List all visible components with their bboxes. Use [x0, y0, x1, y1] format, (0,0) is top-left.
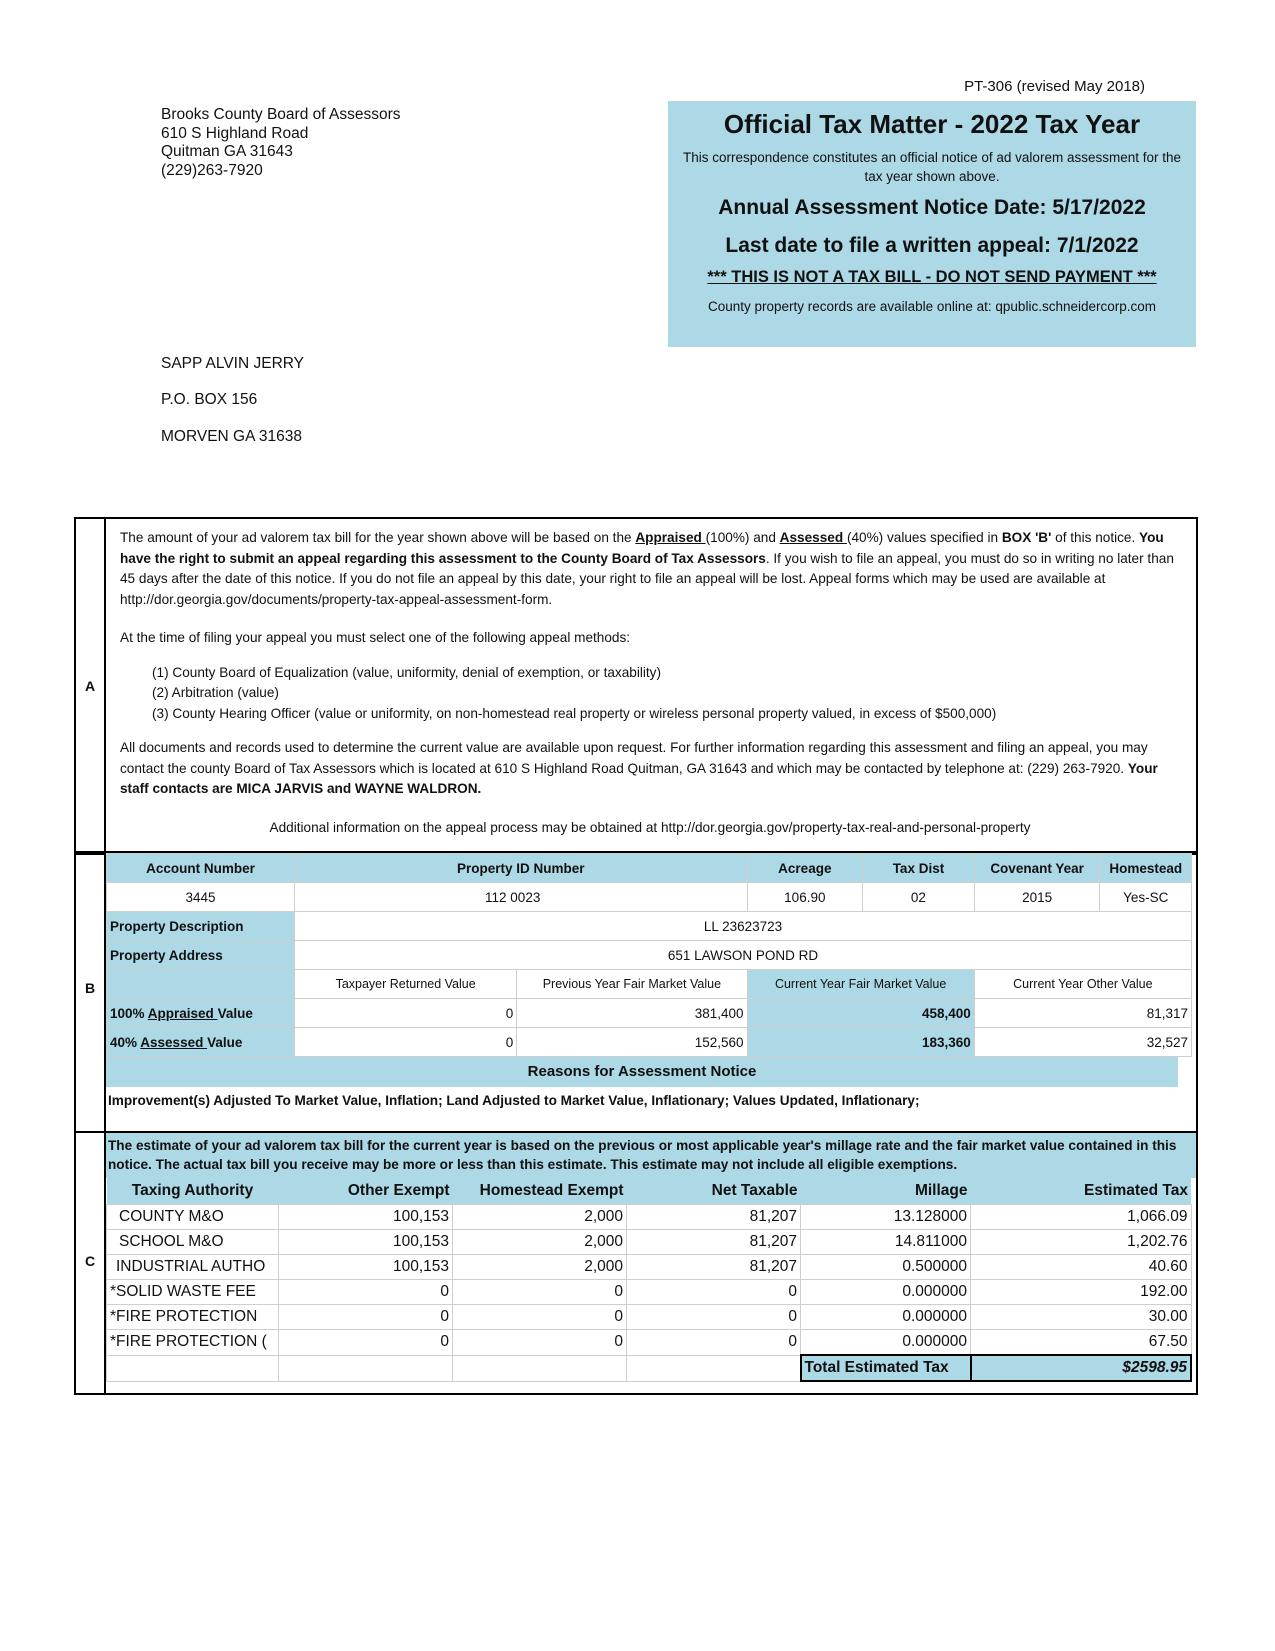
authority: *FIRE PROTECTION ( — [107, 1330, 279, 1356]
assessor-phone: (229)263-7920 — [161, 161, 263, 179]
text-span: Value — [207, 1034, 243, 1050]
taxpayer-value-header: Taxpayer Returned Value — [295, 970, 517, 999]
net-taxable: 0 — [627, 1305, 801, 1330]
assessor-address-block — [161, 106, 401, 180]
other-exempt: 100,153 — [279, 1205, 453, 1230]
acreage-header: Acreage — [747, 854, 863, 883]
homestead-exempt: 2,000 — [453, 1205, 627, 1230]
tax-row — [107, 1280, 1192, 1305]
section-a — [74, 517, 1198, 855]
tax-row — [107, 1205, 1192, 1230]
acreage: 106.90 — [747, 883, 863, 912]
property-table — [106, 853, 1192, 1057]
assessed-term: Assessed — [779, 530, 847, 545]
other-exempt: 100,153 — [279, 1255, 453, 1280]
other-exempt: 0 — [279, 1330, 453, 1356]
property-grid — [106, 853, 1196, 1131]
assessed-underline: Assessed — [140, 1034, 208, 1050]
estimated-tax: 40.60 — [971, 1255, 1192, 1280]
authority: INDUSTRIAL AUTHO — [107, 1255, 279, 1280]
other-exempt: 0 — [279, 1305, 453, 1330]
tax-estimate-table — [106, 1178, 1192, 1382]
text-span: The amount of your ad valorem tax bill for the year shown above will be based on the — [120, 530, 636, 545]
total-row — [107, 1355, 1192, 1381]
section-b — [74, 851, 1198, 1133]
estimated-tax: 192.00 — [971, 1280, 1192, 1305]
tax-row — [107, 1305, 1192, 1330]
homestead-exempt: 2,000 — [453, 1255, 627, 1280]
section-c-letter: C — [76, 1133, 106, 1393]
value-header-row — [107, 970, 1192, 999]
assessed-label — [107, 1028, 295, 1057]
appraised-row — [107, 999, 1192, 1028]
previous-value-header: Previous Year Fair Market Value — [517, 970, 747, 999]
estimated-tax: 1,066.09 — [971, 1205, 1192, 1230]
section-a-letter: A — [76, 519, 106, 853]
appraised-previous: 381,400 — [517, 999, 747, 1028]
tax-header-row — [107, 1178, 1192, 1205]
tax-row — [107, 1255, 1192, 1280]
appraised-other: 81,317 — [974, 999, 1191, 1028]
estimated-tax: 1,202.76 — [971, 1230, 1192, 1255]
property-header-row — [107, 854, 1192, 883]
appraised-term: Appraised — [635, 530, 706, 545]
authority: SCHOOL M&O — [107, 1230, 279, 1255]
appraised-underline: Appraised — [147, 1005, 218, 1021]
property-values-row — [107, 883, 1192, 912]
property-id-header: Property ID Number — [295, 854, 747, 883]
online-records-note: County property records are available online at: qpublic.schneidercorp.com — [708, 299, 1156, 314]
taxpayer-address1: P.O. BOX 156 — [161, 391, 258, 408]
text-span: . If you wish to file an appeal, you must do so in writing no later than 45 days after the date of this notice. If you do not file an appeal by this date, your right to file an appeal will be lost. Appeal forms which may be used are available at http://dor.georgia.gov/documents/property-tax-appeal-assessment-form. — [120, 550, 1174, 607]
assessed-current: 183,360 — [747, 1028, 974, 1057]
description-row — [107, 912, 1192, 941]
homestead-exempt: 2,000 — [453, 1230, 627, 1255]
taxpayer-name: SAPP ALVIN JERRY — [161, 355, 305, 372]
text-span: Value — [217, 1005, 253, 1021]
homestead-header: Homestead — [1100, 854, 1192, 883]
appraised-taxpayer: 0 — [295, 999, 517, 1028]
empty-cell — [279, 1355, 453, 1381]
total-label: Total Estimated Tax — [801, 1355, 971, 1381]
appeal-deadline: Last date to file a written appeal: 7/1/2022 — [725, 234, 1139, 257]
description-label: Property Description — [107, 912, 295, 941]
text-span: 100% — [110, 1005, 148, 1021]
notice-date: Annual Assessment Notice Date: 5/17/2022 — [718, 196, 1146, 219]
estimate-note: The estimate of your ad valorem tax bill for the current year is based on the previous or most applicable year's millage rate and the fair market value contained in this notice. The actual tax bill you receive may be more or less than this estimate. This estimate may not include all eligible exemptions. — [106, 1133, 1196, 1178]
assessor-address1: 610 S Highland Road — [161, 124, 309, 142]
text-span: 40% — [110, 1034, 141, 1050]
reasons-text: Improvement(s) Adjusted To Market Value, Inflation; Land Adjusted to Market Value, Inflationary; Values Updated, Inflationary; — [108, 1093, 920, 1108]
text-span: (40%) values specified in — [846, 530, 1002, 545]
right-to-appeal: You have the right to submit an appeal regarding this assessment to the County Board of Tax Assessors — [120, 530, 1164, 566]
other-value-header: Current Year Other Value — [974, 970, 1191, 999]
millage: 0.500000 — [801, 1255, 971, 1280]
appeal-method-1: (1) County Board of Equalization (value, uniformity, denial of exemption, or taxability) — [152, 664, 662, 680]
net-taxable: 0 — [627, 1280, 801, 1305]
address-row — [107, 941, 1192, 970]
not-a-bill-warning: *** THIS IS NOT A TAX BILL - DO NOT SEND PAYMENT *** — [707, 268, 1157, 286]
empty-cell — [107, 1355, 279, 1381]
property-description: LL 23623723 — [295, 912, 1192, 941]
appeal-method-3: (3) County Hearing Officer (value or uniformity, on non-homestead real property or wireless personal property valued, in excess of $500,000) — [152, 705, 997, 721]
contact-paragraph — [120, 738, 1180, 800]
millage: 0.000000 — [801, 1305, 971, 1330]
property-id: 112 0023 — [295, 883, 747, 912]
net-taxable: 81,207 — [627, 1230, 801, 1255]
appeal-method-2: (2) Arbitration (value) — [152, 685, 279, 700]
taxing-authority-header: Taxing Authority — [107, 1178, 279, 1205]
notice-subtitle: This correspondence constitutes an official notice of ad valorem assessment for the tax year shown above. — [682, 150, 1181, 184]
text-span: (100%) and — [705, 530, 780, 545]
empty-cell — [453, 1355, 627, 1381]
appraised-label — [107, 999, 295, 1028]
authority: *FIRE PROTECTION — [107, 1305, 279, 1330]
assessor-address2: Quitman GA 31643 — [161, 143, 293, 160]
assessed-previous: 152,560 — [517, 1028, 747, 1057]
other-exempt: 100,153 — [279, 1230, 453, 1255]
current-value-header: Current Year Fair Market Value — [747, 970, 974, 999]
net-taxable-header: Net Taxable — [627, 1178, 801, 1205]
covenant-year: 2015 — [974, 883, 1100, 912]
tax-row — [107, 1230, 1192, 1255]
other-exempt-header: Other Exempt — [279, 1178, 453, 1205]
net-taxable: 81,207 — [627, 1255, 801, 1280]
appeal-rights-paragraph — [120, 528, 1180, 610]
reasons-title: Reasons for Assessment Notice — [106, 1057, 1178, 1087]
homestead-exempt: 0 — [453, 1280, 627, 1305]
millage: 14.811000 — [801, 1230, 971, 1255]
covenant-header: Covenant Year — [974, 854, 1100, 883]
millage: 0.000000 — [801, 1330, 971, 1356]
property-address: 651 LAWSON POND RD — [295, 941, 1192, 970]
account-number: 3445 — [107, 883, 295, 912]
text-span: All documents and records used to determine the current value are available upon request. For further information regarding this assessment and filing an appeal, you may contact the county Board of Tax Assessors which is located at 610 S Highland Road Quitman, GA 31643 and which may be contacted by telephone at: (229) 263-7920. — [120, 740, 1148, 776]
assessed-taxpayer: 0 — [295, 1028, 517, 1057]
authority: *SOLID WASTE FEE — [107, 1280, 279, 1305]
millage: 0.000000 — [801, 1280, 971, 1305]
section-a-text — [120, 528, 1180, 856]
account-header: Account Number — [107, 854, 295, 883]
form-number: PT-306 (revised May 2018) — [964, 78, 1145, 95]
notice-title: Official Tax Matter - 2022 Tax Year — [723, 109, 1141, 139]
net-taxable: 0 — [627, 1330, 801, 1356]
assessed-other: 32,527 — [974, 1028, 1191, 1057]
staff-contacts: Your staff contacts are MICA JARVIS and WAYNE WALDRON. — [120, 760, 1158, 796]
estimated-tax: 30.00 — [971, 1305, 1192, 1330]
box-b-ref: BOX 'B' — [1001, 530, 1052, 545]
estimated-tax-header: Estimated Tax — [971, 1178, 1192, 1205]
tax-row — [107, 1330, 1192, 1356]
appeal-methods-intro: At the time of filing your appeal you must select one of the following appeal methods: — [120, 630, 631, 645]
value-header-blank — [107, 970, 295, 999]
millage: 13.128000 — [801, 1205, 971, 1230]
tax-dist: 02 — [863, 883, 975, 912]
estimated-tax: 67.50 — [971, 1330, 1192, 1356]
appraised-current: 458,400 — [747, 999, 974, 1028]
tax-dist-header: Tax Dist — [863, 854, 975, 883]
assessed-row — [107, 1028, 1192, 1057]
homestead-exempt-header: Homestead Exempt — [453, 1178, 627, 1205]
homestead: Yes-SC — [1100, 883, 1192, 912]
total-estimated-tax: $2598.95 — [971, 1355, 1192, 1381]
net-taxable: 81,207 — [627, 1205, 801, 1230]
official-notice-box — [668, 101, 1196, 347]
section-b-letter: B — [76, 853, 106, 1131]
appeal-methods-list — [152, 663, 1180, 725]
additional-info: Additional information on the appeal process may be obtained at http://dor.georgia.gov/property-tax-real-and-personal-property — [269, 819, 1031, 835]
section-c — [74, 1131, 1198, 1395]
homestead-exempt: 0 — [453, 1330, 627, 1356]
text-span: of this notice. — [1051, 530, 1140, 545]
millage-header: Millage — [801, 1178, 971, 1205]
tax-estimate-grid — [106, 1133, 1196, 1393]
homestead-exempt: 0 — [453, 1305, 627, 1330]
address-label: Property Address — [107, 941, 295, 970]
assessor-name: Brooks County Board of Assessors — [161, 106, 401, 123]
taxpayer-address2: MORVEN GA 31638 — [161, 428, 303, 445]
other-exempt: 0 — [279, 1280, 453, 1305]
empty-cell — [627, 1355, 801, 1381]
authority: COUNTY M&O — [107, 1205, 279, 1230]
